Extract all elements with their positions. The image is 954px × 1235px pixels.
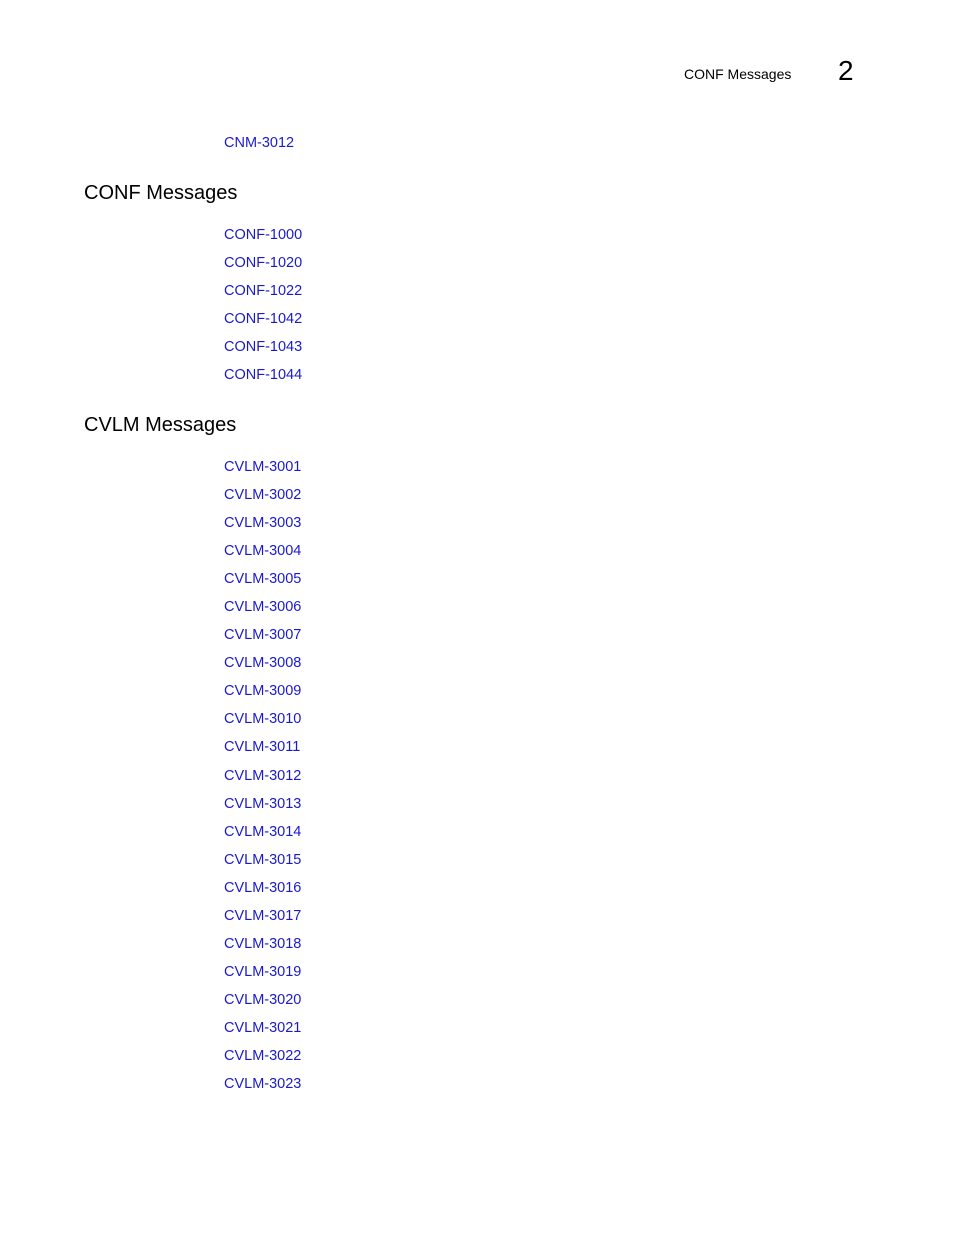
- message-link[interactable]: CVLM-3001: [224, 459, 302, 475]
- message-link[interactable]: CVLM-3018: [224, 935, 302, 952]
- message-link[interactable]: CVLM-3008: [224, 655, 302, 672]
- message-link[interactable]: CVLM-3009: [224, 683, 302, 700]
- message-link[interactable]: CVLM-3016: [224, 879, 302, 896]
- list-item: [224, 514, 301, 542]
- list-item: [224, 907, 301, 935]
- list-item: [224, 851, 301, 879]
- list-item: [224, 767, 301, 795]
- list-item: [224, 458, 301, 486]
- message-link[interactable]: CVLM-3013: [224, 795, 302, 812]
- cnm-link-list: [224, 134, 294, 162]
- message-link[interactable]: CVLM-3021: [224, 1019, 302, 1036]
- list-item: [224, 1047, 301, 1075]
- list-item: [224, 310, 302, 338]
- list-item: [224, 254, 302, 282]
- list-item: [224, 879, 301, 907]
- message-link[interactable]: CVLM-3022: [224, 1047, 302, 1064]
- message-link[interactable]: CONF-1000: [224, 227, 303, 243]
- chapter-number: 2: [838, 55, 854, 86]
- message-link[interactable]: CVLM-3019: [224, 963, 302, 980]
- message-link[interactable]: CVLM-3014: [224, 823, 302, 840]
- list-item: [224, 134, 294, 162]
- message-link[interactable]: CVLM-3011: [224, 739, 301, 756]
- message-link[interactable]: CVLM-3007: [224, 627, 302, 644]
- message-link[interactable]: CONF-1043: [224, 339, 303, 356]
- list-item: [224, 282, 302, 310]
- list-item: [224, 1075, 301, 1103]
- message-link[interactable]: CVLM-3002: [224, 487, 302, 504]
- list-item: [224, 570, 301, 598]
- list-item: [224, 486, 301, 514]
- message-link[interactable]: CVLM-3005: [224, 571, 302, 588]
- list-item: [224, 366, 302, 394]
- message-link[interactable]: CVLM-3020: [224, 991, 302, 1008]
- message-link[interactable]: CVLM-3023: [224, 1076, 302, 1093]
- cvlm-link-list: [224, 458, 301, 1103]
- message-link[interactable]: CNM-3012: [224, 135, 295, 151]
- message-link[interactable]: CVLM-3012: [224, 767, 302, 784]
- message-link[interactable]: CONF-1022: [224, 283, 303, 300]
- list-item: [224, 226, 302, 254]
- message-link[interactable]: CONF-1020: [224, 255, 303, 272]
- message-link[interactable]: CVLM-3017: [224, 907, 302, 924]
- list-item: [224, 338, 302, 366]
- list-item: [224, 654, 301, 682]
- list-item: [224, 823, 301, 851]
- message-link[interactable]: CVLM-3003: [224, 515, 302, 532]
- cvlm-section-heading: CVLM Messages: [84, 414, 237, 436]
- conf-section-heading: CONF Messages: [84, 182, 238, 204]
- list-item: [224, 626, 301, 654]
- conf-link-list: [224, 226, 302, 394]
- message-link[interactable]: CVLM-3010: [224, 711, 302, 728]
- list-item: [224, 710, 301, 738]
- message-link[interactable]: CONF-1044: [224, 367, 303, 384]
- list-item: [224, 795, 301, 823]
- message-link[interactable]: CVLM-3004: [224, 543, 302, 560]
- list-item: [224, 963, 301, 991]
- list-item: [224, 1019, 301, 1047]
- list-item: [224, 738, 301, 766]
- list-item: [224, 598, 301, 626]
- running-header-title: CONF Messages: [684, 66, 792, 82]
- message-link[interactable]: CVLM-3006: [224, 599, 302, 616]
- message-link[interactable]: CONF-1042: [224, 311, 303, 328]
- message-link[interactable]: CVLM-3015: [224, 851, 302, 868]
- list-item: [224, 935, 301, 963]
- list-item: [224, 991, 301, 1019]
- list-item: [224, 542, 301, 570]
- list-item: [224, 682, 301, 710]
